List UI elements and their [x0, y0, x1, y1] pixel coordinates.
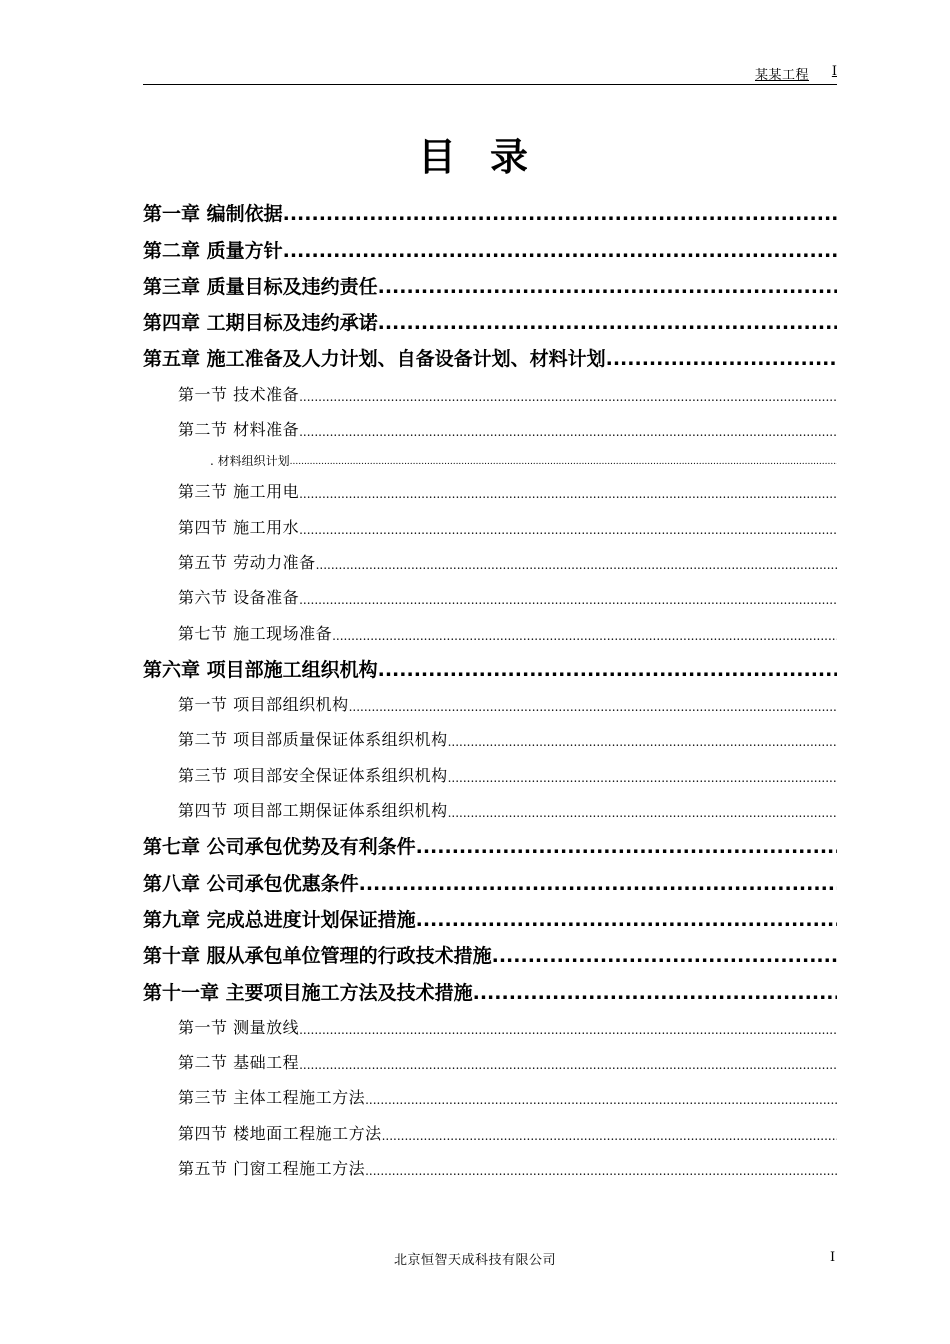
toc-entry-label: 第十一章 主要项目施工方法及技术措施 [143, 981, 473, 1004]
toc-entry-label: 第二节 项目部质量保证体系组织机构 [178, 730, 448, 750]
toc-leader-dots [473, 979, 837, 1007]
toc-leader-dots [299, 518, 837, 542]
toc-entry-label: 第九章 完成总进度计划保证措施 [143, 908, 416, 931]
toc-leader-dots [492, 942, 837, 970]
toc-entry-label: 第六章 项目部施工组织机构 [143, 658, 378, 681]
toc-leader-dots [378, 309, 837, 337]
toc-section-entry[interactable] [143, 684, 837, 719]
toc-section-entry[interactable] [143, 754, 837, 789]
toc-entry-label: 第十章 服从承包单位管理的行政技术措施 [143, 945, 492, 968]
toc-entry-label: 第四节 楼地面工程施工方法 [178, 1123, 382, 1143]
toc-entry-label: 第八章 公司承包优惠条件 [143, 872, 359, 895]
toc-entry-label: 第七章 公司承包优势及有利条件 [143, 836, 416, 859]
toc-leader-dots [378, 273, 837, 301]
toc-section-entry[interactable] [143, 506, 837, 541]
toc-leader-dots [416, 833, 837, 861]
toc-entry-label: 第五章 施工准备及人力计划、自备设备计划、材料计划 [143, 348, 606, 371]
toc-leader-dots [448, 801, 837, 825]
toc-section-entry[interactable] [143, 1007, 837, 1042]
toc-leader-dots [332, 624, 837, 648]
toc-chapter-entry[interactable] [143, 228, 837, 264]
toc-entry-label: 第一节 测量放线 [178, 1017, 300, 1037]
toc-leader-dots [448, 766, 837, 790]
toc-entry-label: 第五节 劳动力准备 [178, 552, 316, 572]
toc-leader-dots [299, 1018, 837, 1042]
toc-chapter-entry[interactable] [143, 265, 837, 301]
toc-leader-dots [448, 730, 837, 754]
toc-chapter-entry[interactable] [143, 970, 837, 1006]
toc-section-entry[interactable] [143, 471, 837, 506]
toc-entry-label: 第一章 编制依据 [143, 203, 283, 226]
toc-leader-dots [606, 345, 837, 373]
toc-chapter-entry[interactable] [143, 898, 837, 934]
toc-entry-label: 第三节 主体工程施工方法 [178, 1088, 366, 1108]
toc-leader-dots [290, 453, 837, 471]
toc-section-entry[interactable] [143, 1112, 837, 1147]
toc-section-entry[interactable] [143, 1077, 837, 1112]
toc-section-entry[interactable] [143, 790, 837, 825]
toc-chapter-entry[interactable] [143, 192, 837, 228]
toc-leader-dots [283, 237, 837, 265]
toc-entry-label: 第四节 施工用水 [178, 517, 300, 537]
toc-leader-dots [365, 1088, 837, 1112]
toc-leader-dots [365, 1159, 837, 1183]
toc-entry-label: 第二节 基础工程 [178, 1053, 300, 1073]
toc-leader-dots [299, 588, 837, 612]
header-title: 某某工程 [754, 68, 809, 83]
toc-leader-dots [316, 553, 837, 577]
toc-entry-label: 第一节 项目部组织机构 [178, 695, 349, 715]
toc-chapter-entry[interactable] [143, 301, 837, 337]
toc-section-entry[interactable] [143, 719, 837, 754]
toc-entry-label: 第七节 施工现场准备 [178, 623, 333, 643]
toc-chapter-entry[interactable] [143, 825, 837, 861]
page-header [143, 62, 837, 85]
toc-leader-dots [378, 656, 837, 684]
toc-leader-dots [416, 906, 837, 934]
footer-page-number: I [830, 1250, 836, 1265]
toc-subsection-entry[interactable] [143, 444, 837, 471]
toc-entry-label: 第六节 设备准备 [178, 588, 300, 608]
toc-section-entry[interactable] [143, 409, 837, 444]
toc-entry-label: 第一节 技术准备 [178, 384, 300, 404]
header-page-number: I [831, 64, 837, 79]
toc-leader-dots [299, 420, 837, 444]
toc-title: 目录 [417, 135, 562, 179]
toc-section-entry[interactable] [143, 612, 837, 647]
toc-entry-label: 第五节 门窗工程施工方法 [178, 1159, 366, 1179]
toc-chapter-entry[interactable] [143, 648, 837, 684]
toc-entry-label: 第三节 施工用电 [178, 482, 300, 502]
toc-section-entry[interactable] [143, 542, 837, 577]
toc-section-entry[interactable] [143, 1148, 837, 1183]
toc-entry-label: 第二章 质量方针 [143, 239, 283, 262]
table-of-contents [143, 192, 837, 1183]
toc-chapter-entry[interactable] [143, 861, 837, 897]
toc-entry-label: 第三章 质量目标及违约责任 [143, 275, 378, 298]
toc-section-entry[interactable] [143, 577, 837, 612]
toc-leader-dots [349, 695, 837, 719]
toc-leader-dots [299, 482, 837, 506]
toc-leader-dots [283, 200, 837, 228]
toc-leader-dots [299, 1053, 837, 1077]
toc-entry-label: 第三节 项目部安全保证体系组织机构 [178, 765, 448, 785]
toc-entry-label: 第二节 材料准备 [178, 420, 300, 440]
toc-chapter-entry[interactable] [143, 934, 837, 970]
toc-leader-dots [359, 870, 837, 898]
toc-entry-label: 第四节 项目部工期保证体系组织机构 [178, 801, 448, 821]
toc-section-entry[interactable] [143, 1042, 837, 1077]
footer-company: 北京恒智天成科技有限公司 [393, 1253, 556, 1268]
toc-leader-dots [299, 385, 837, 409]
toc-chapter-entry[interactable] [143, 337, 837, 373]
toc-section-entry[interactable] [143, 373, 837, 408]
toc-entry-label: . 材料组织计划 [210, 454, 290, 469]
toc-leader-dots [382, 1124, 837, 1148]
toc-entry-label: 第四章 工期目标及违约承诺 [143, 312, 378, 335]
